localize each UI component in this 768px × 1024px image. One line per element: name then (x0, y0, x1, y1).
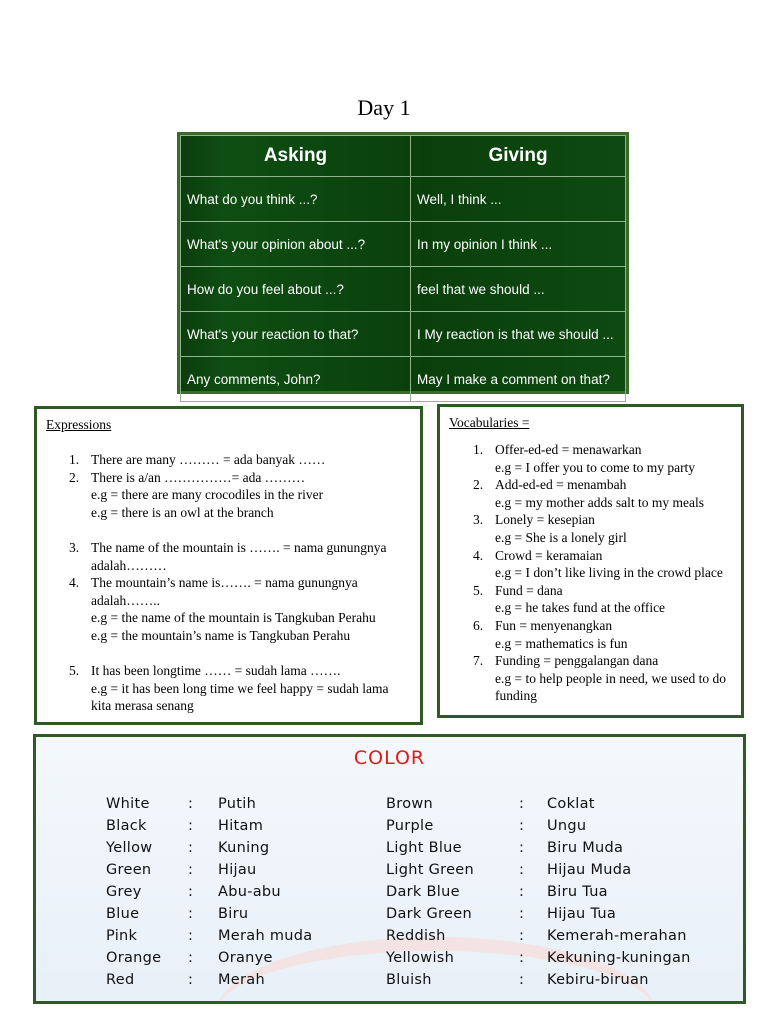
color-name-english: Dark Blue (386, 884, 460, 900)
item-text: There are many ……… = ada banyak …… (91, 452, 326, 467)
example-text: e.g = the name of the mountain is Tangkuban Perahu (91, 610, 376, 626)
separator: : (188, 972, 194, 988)
separator: : (188, 840, 194, 856)
color-row (36, 950, 743, 972)
list-spacer (69, 521, 409, 539)
color-row (36, 906, 743, 928)
color-name-indonesian: Oranye (218, 950, 273, 966)
item-text: Lonely = kesepian (495, 512, 595, 528)
item-text: Funding = penggalangan dana (495, 653, 659, 669)
color-name-indonesian: Hijau (218, 862, 257, 878)
item-number: 1. (473, 442, 484, 457)
color-name-english: Blue (106, 906, 140, 922)
color-name-indonesian: Coklat (547, 796, 595, 812)
separator: : (519, 906, 525, 922)
item-number: 2. (69, 469, 80, 485)
separator: : (188, 950, 194, 966)
asking-cell: What's your opinion about ...? (181, 222, 411, 267)
example-text: e.g = there are many crocodiles in the river (91, 487, 324, 503)
color-name-indonesian: Putih (218, 796, 257, 812)
color-name-indonesian: Biru Muda (547, 840, 624, 856)
example-text: e.g = mathematics is fun (495, 635, 628, 651)
page-title: Day 1 (357, 95, 411, 120)
expressions-box (34, 406, 423, 725)
list-item (69, 574, 409, 609)
item-text: The mountain’s name is……. = nama gunungnya adalah…….. (91, 575, 358, 608)
table-row (181, 267, 626, 312)
color-name-indonesian: Biru Tua (547, 884, 608, 900)
item-number: 3. (473, 512, 484, 528)
asking-cell: How do you feel about ...? (181, 267, 411, 312)
separator: : (188, 796, 194, 812)
color-name-indonesian: Kemerah-merahan (547, 928, 687, 944)
color-name-english: Grey (106, 884, 142, 900)
giving-cell: In my opinion I think ... (411, 222, 626, 267)
color-row (36, 928, 743, 950)
color-name-indonesian: Kuning (218, 840, 270, 856)
table-header-row (181, 136, 626, 177)
separator: : (519, 884, 525, 900)
separator: : (519, 972, 525, 988)
example-text: e.g = the mountain’s name is Tangkuban Perahu (91, 627, 351, 643)
table-row (181, 357, 626, 402)
item-text: The name of the mountain is ……. = nama gunungnya adalah……… (91, 539, 387, 573)
item-text: Offer-ed-ed = menawarkan (495, 442, 642, 457)
item-number: 6. (473, 617, 484, 633)
color-name-indonesian: Kebiru-biruan (547, 972, 649, 988)
color-name-indonesian: Hitam (218, 818, 264, 834)
list-item (69, 539, 409, 574)
item-number: 7. (473, 653, 484, 669)
separator: : (188, 862, 194, 878)
color-title: COLOR (353, 747, 426, 769)
example-text: e.g = She is a lonely girl (495, 529, 627, 545)
example-text: e.g = it has been long time we feel happy = sudah lama kita merasa senang (91, 680, 389, 714)
list-item (473, 582, 741, 600)
color-name-indonesian: Biru (218, 906, 249, 922)
color-name-english: Black (106, 818, 147, 834)
color-name-english: Dark Green (386, 906, 472, 922)
vocabularies-box (437, 404, 744, 718)
expressions-heading: Expressions (46, 417, 112, 432)
separator: : (519, 950, 525, 966)
separator: : (519, 928, 525, 944)
giving-cell: Well, I think ... (411, 177, 626, 222)
separator: : (188, 818, 194, 834)
table-row (181, 177, 626, 222)
color-name-indonesian: Merah muda (218, 928, 313, 944)
item-text: It has been longtime …… = sudah lama ……. (91, 663, 341, 679)
item-number: 4. (69, 575, 80, 591)
asking-cell: Any comments, John? (181, 357, 411, 402)
color-row (36, 884, 743, 906)
color-row (36, 840, 743, 862)
asking-cell: What do you think ...? (181, 177, 411, 222)
color-name-english: Purple (386, 818, 434, 834)
example-text: e.g = there is an owl at the branch (91, 504, 274, 520)
item-text: Crowd = keramaian (495, 547, 603, 563)
giving-cell: May I make a comment on that? (411, 357, 626, 402)
color-name-english: Light Green (386, 862, 475, 878)
giving-cell: I My reaction is that we should ... (411, 312, 626, 357)
list-item (473, 617, 741, 635)
separator: : (519, 818, 525, 834)
color-name-indonesian: Hijau Tua (547, 906, 617, 922)
opinion-table (177, 132, 629, 394)
item-text: Add-ed-ed = menambah (495, 477, 627, 493)
table-row (181, 222, 626, 267)
giving-cell: feel that we should ... (411, 267, 626, 312)
color-name-english: White (106, 796, 150, 812)
item-text: Fun = menyenangkan (495, 617, 613, 633)
color-name-english: Yellow (106, 840, 153, 856)
color-row (36, 972, 743, 994)
list-item (473, 511, 741, 529)
color-name-indonesian: Ungu (547, 818, 587, 834)
expressions-list (69, 451, 409, 715)
list-item (69, 662, 409, 680)
separator: : (188, 884, 194, 900)
separator: : (188, 906, 194, 922)
separator: : (188, 928, 194, 944)
example-text: e.g = I don’t like living in the crowd place (495, 565, 723, 581)
column-header-asking: Asking (181, 136, 411, 177)
color-name-english: Pink (106, 928, 138, 944)
example-text: e.g = to help people in need, we used to do funding (495, 670, 727, 704)
color-row (36, 796, 743, 818)
separator: : (519, 796, 525, 812)
color-name-indonesian: Kekuning-kuningan (547, 950, 691, 966)
list-item (473, 652, 741, 670)
asking-cell: What's your reaction to that? (181, 312, 411, 357)
vocabularies-heading: Vocabularies = (449, 415, 530, 430)
color-box (33, 734, 746, 1004)
color-name-english: Yellowish (386, 950, 455, 966)
color-name-english: Light Blue (386, 840, 462, 856)
color-name-indonesian: Merah (218, 972, 265, 988)
color-name-english: Brown (386, 796, 434, 812)
list-item (473, 441, 741, 459)
vocabularies-list (473, 441, 741, 705)
item-number: 1. (69, 452, 80, 467)
example-text: e.g = my mother adds salt to my meals (495, 494, 704, 510)
list-item (473, 547, 741, 565)
example-text: e.g = I offer you to come to my party (495, 459, 696, 475)
color-name-indonesian: Hijau Muda (547, 862, 632, 878)
item-number: 5. (69, 663, 80, 679)
color-name-english: Orange (106, 950, 162, 966)
color-name-indonesian: Abu-abu (218, 884, 281, 900)
color-name-english: Red (106, 972, 135, 988)
item-number: 3. (69, 539, 80, 555)
color-name-english: Reddish (386, 928, 446, 944)
table-row (181, 312, 626, 357)
separator: : (519, 840, 525, 856)
list-spacer (69, 645, 409, 663)
item-text: There is a/an ……………= ada ……… (91, 469, 306, 485)
example-text: e.g = he takes fund at the office (495, 600, 666, 616)
list-item (473, 476, 741, 494)
item-text: Fund = dana (495, 582, 563, 598)
item-number: 5. (473, 582, 484, 598)
separator: : (519, 862, 525, 878)
item-number: 4. (473, 547, 484, 563)
list-item (69, 451, 409, 469)
item-number: 2. (473, 477, 484, 493)
column-header-giving: Giving (411, 136, 626, 177)
color-name-english: Green (106, 862, 152, 878)
color-row (36, 862, 743, 884)
list-item (69, 469, 409, 487)
color-row (36, 818, 743, 840)
color-name-english: Bluish (386, 972, 432, 988)
